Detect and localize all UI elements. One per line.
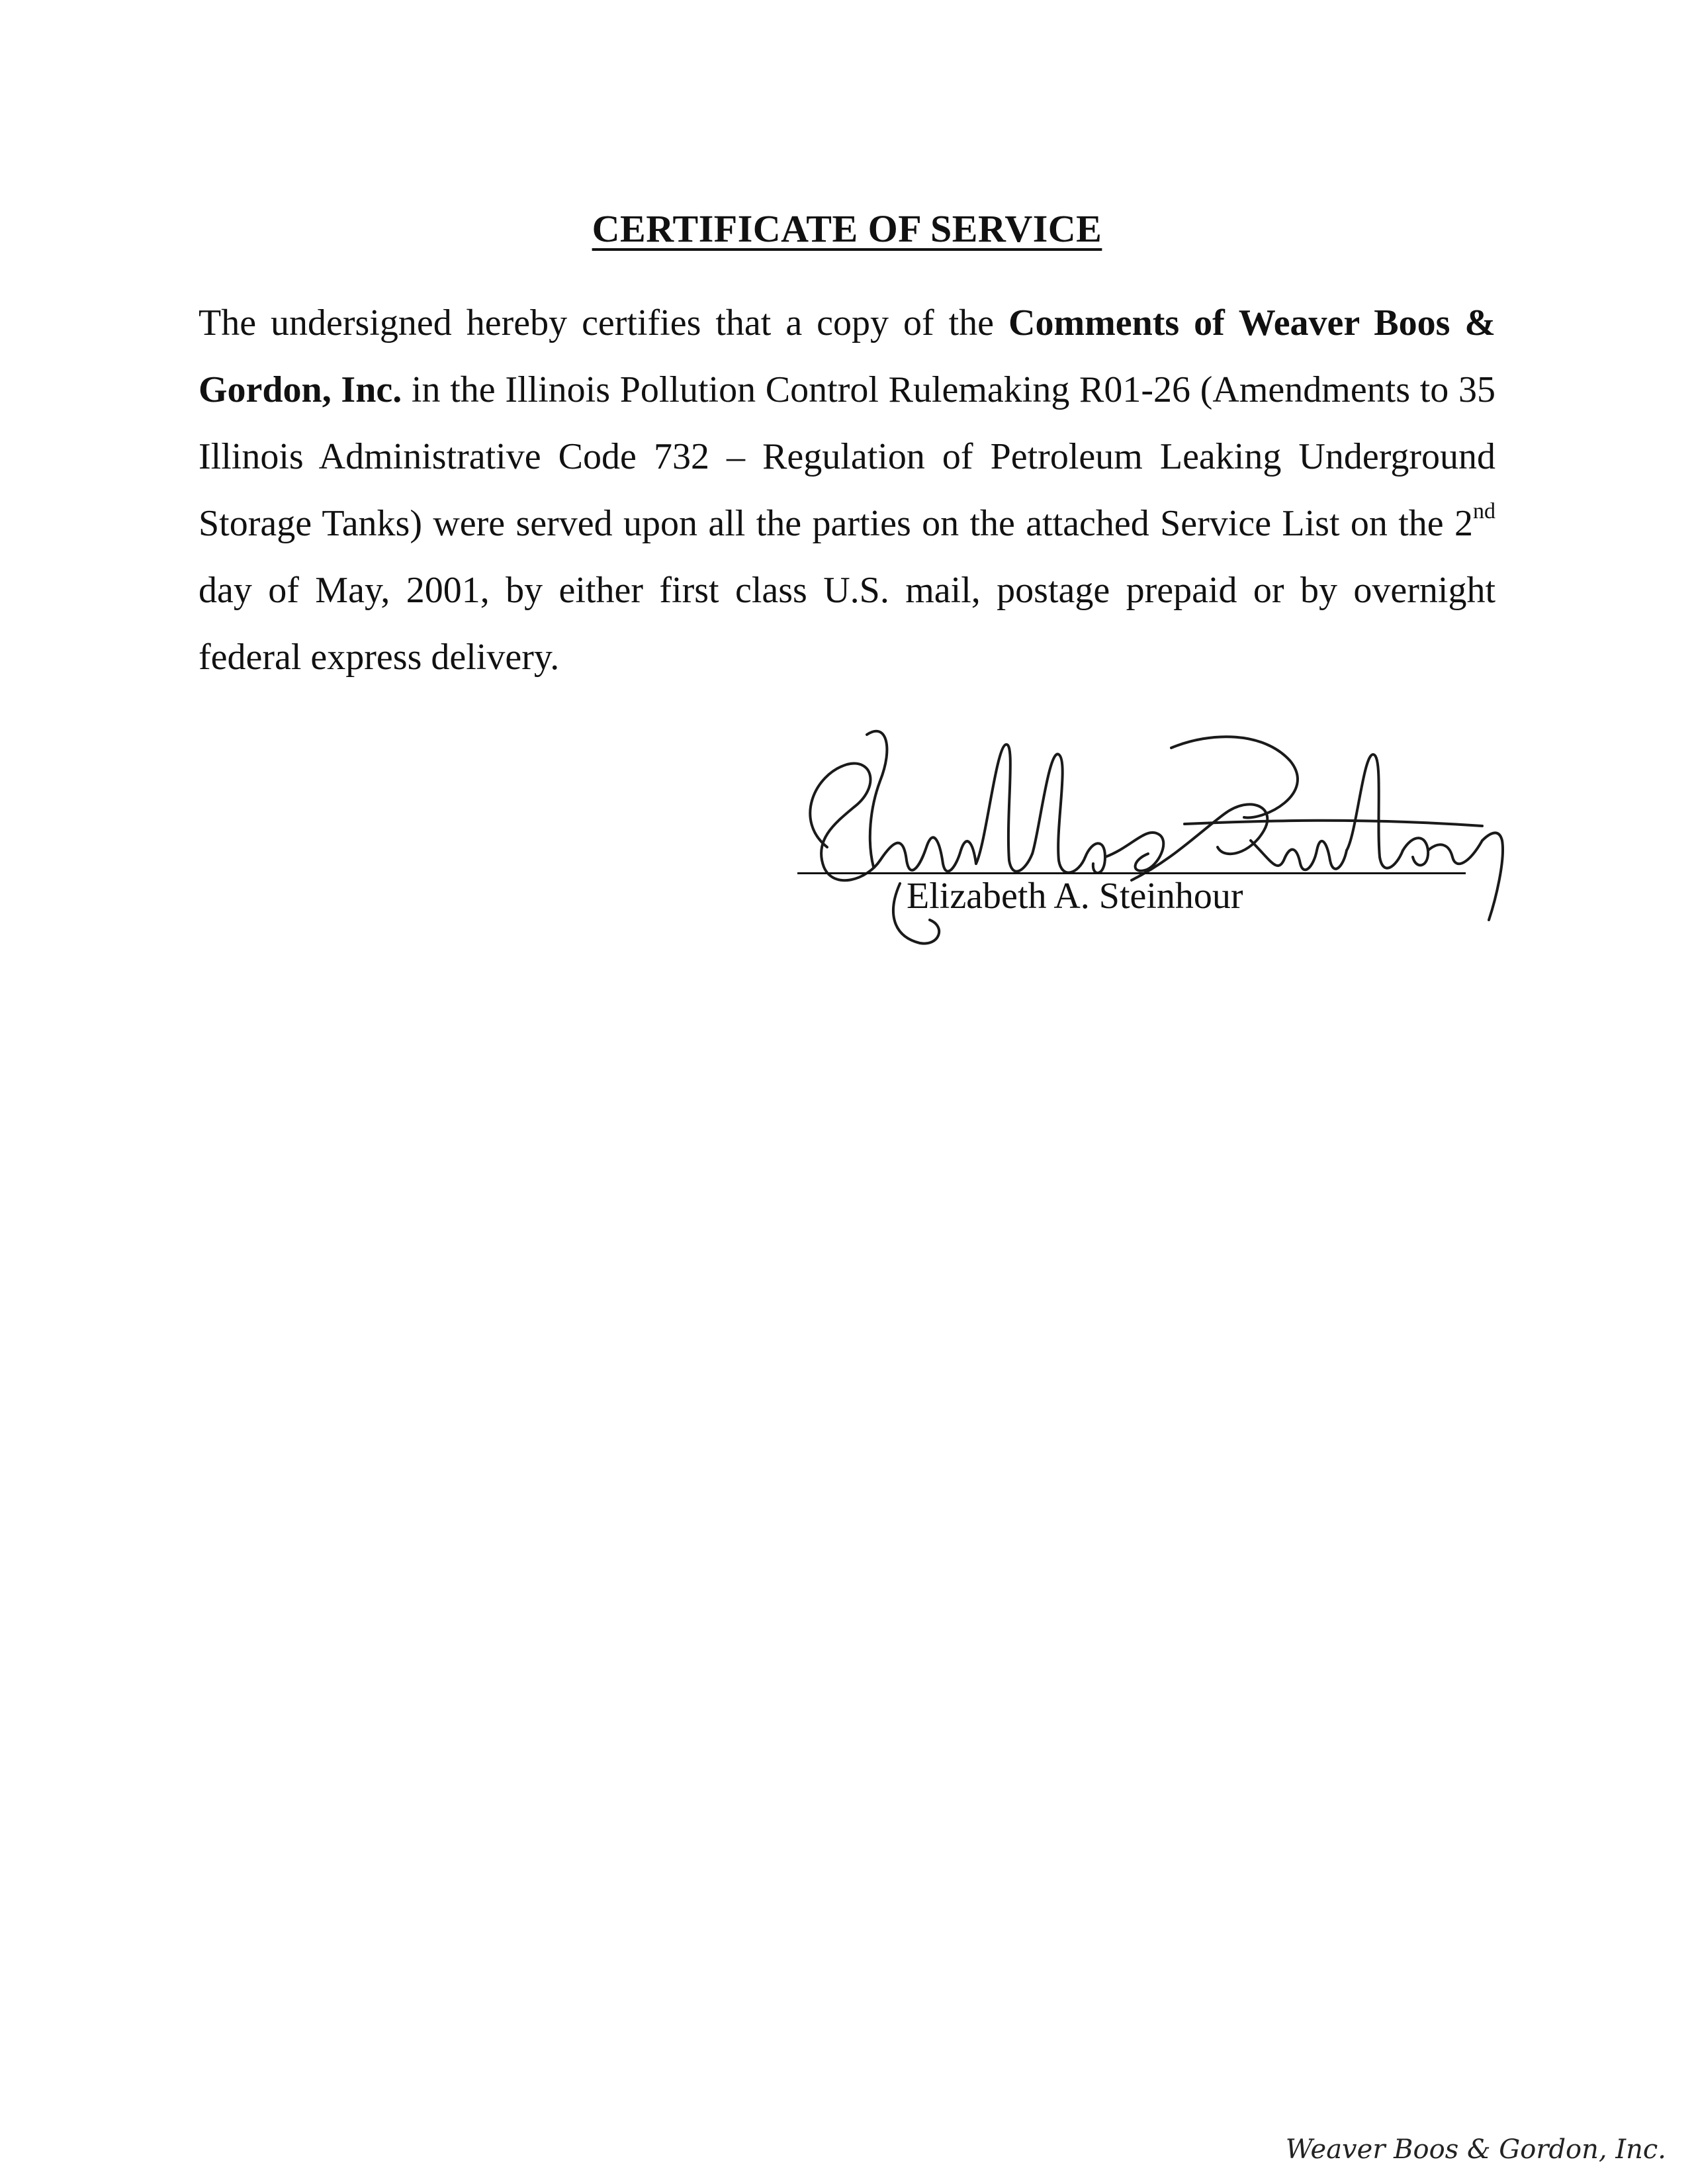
- paragraph-intro: The undersigned hereby certifies that a copy of the: [199, 302, 1009, 343]
- ordinal-suffix: nd: [1473, 499, 1495, 524]
- document-name-bold: Comments of Weaver Boos & Gordon, Inc.: [199, 302, 1495, 410]
- certification-paragraph: [199, 290, 1495, 691]
- signer-name: Elizabeth A. Steinhour: [907, 876, 1243, 917]
- paragraph-end: day of May, 2001, by either first class U.S. mail, postage prepaid or by overnight federal express delivery.: [199, 570, 1495, 678]
- certificate-title: CERTIFICATE OF SERVICE: [592, 207, 1102, 250]
- paragraph-middle: in the Illinois Pollution Control Rulemaking R01-26 (Amendments to 35 Illinois Administrative Code 732 – Regulation of Petroleum Leaking Underground Storage Tanks) were served upon all the parties on the attached Service List on the 2: [199, 369, 1496, 544]
- footer-company-mark: Weaver Boos & Gordon, Inc.: [1285, 2134, 1666, 2165]
- signature-line: [797, 872, 1466, 874]
- page-title: [0, 206, 1694, 251]
